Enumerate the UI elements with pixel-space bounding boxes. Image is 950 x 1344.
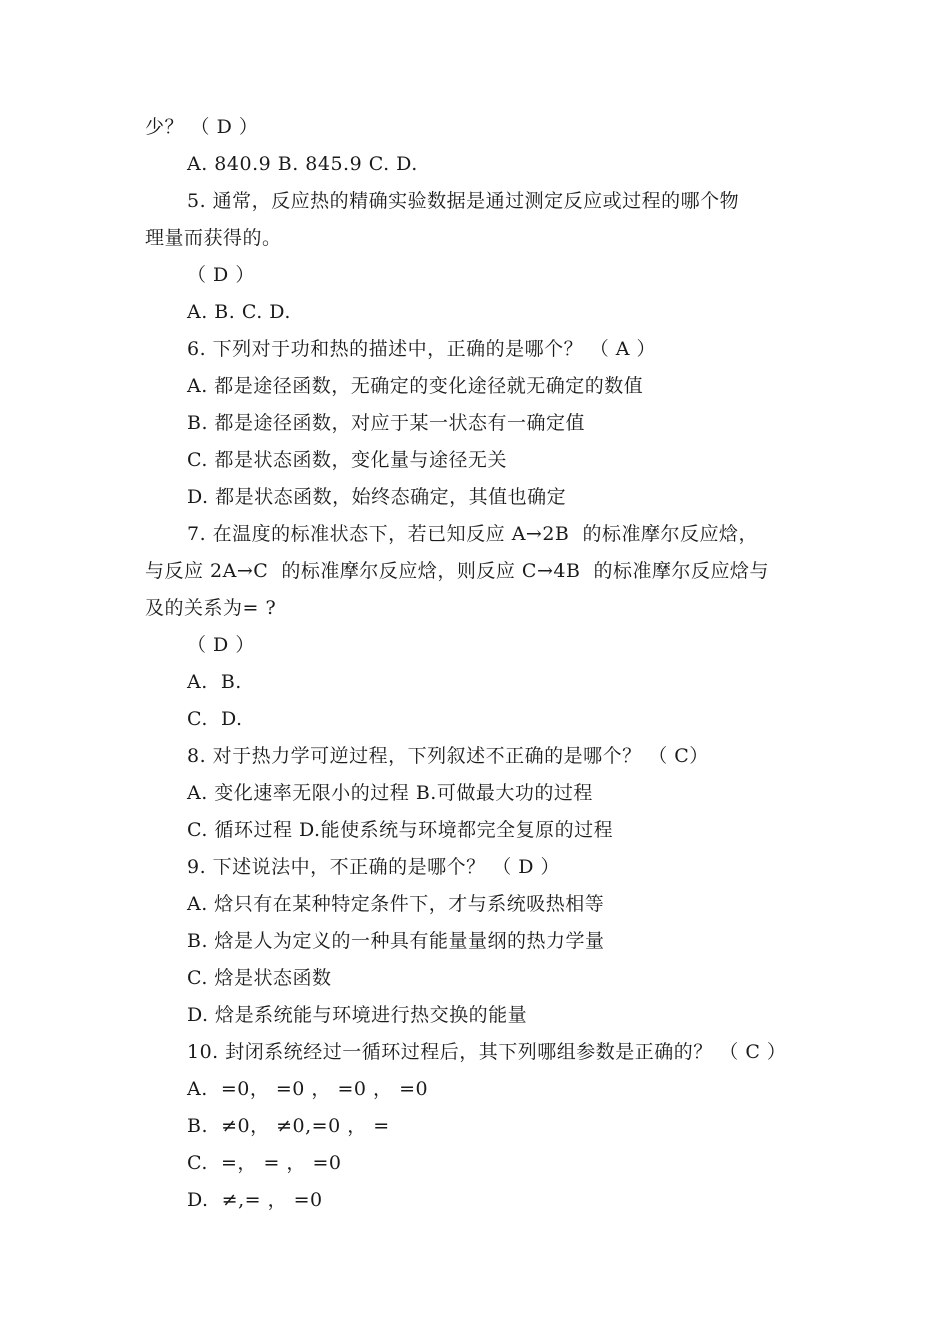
text-line: B. 焓是人为定义的一种具有能量量纲的热力学量 [187, 930, 605, 952]
text-line: 及的关系为= ? [145, 597, 277, 619]
document-body [145, 109, 825, 1219]
text-line: D. 都是状态函数，始终态确定，其值也确定 [187, 486, 567, 508]
text-line: C. D. [187, 708, 243, 730]
text-line: 理量而获得的。 [145, 227, 282, 249]
text-line: A. B. C. D. [187, 301, 291, 323]
text-line: C. =， = ， =0 [187, 1152, 342, 1174]
text-line: 8. 对于热力学可逆过程，下列叙述不正确的是哪个？ （ C） [187, 745, 709, 767]
text-line: C. 循环过程 D.能使系统与环境都完全复原的过程 [187, 819, 614, 841]
text-line: C. 焓是状态函数 [187, 967, 332, 989]
text-line: 7. 在温度的标准状态下，若已知反应 A→2B 的标准摩尔反应焓， [187, 523, 758, 545]
text-line: 9. 下述说法中，不正确的是哪个？ （ D ） [187, 856, 561, 878]
text-line: （ D ） [187, 264, 255, 286]
text-line: A. 都是途径函数，无确定的变化途径就无确定的数值 [187, 375, 644, 397]
text-line: A. B. [187, 671, 242, 693]
text-line: D. 焓是系统能与环境进行热交换的能量 [187, 1004, 528, 1026]
text-line: A. =0， =0 ， =0 ， =0 [187, 1078, 429, 1100]
text-line: C. 都是状态函数，变化量与途径无关 [187, 449, 507, 471]
text-line: 少？ （ D ） [145, 116, 259, 138]
text-line: 6. 下列对于功和热的描述中，正确的是哪个？ （ A ） [187, 338, 657, 360]
text-line: （ D ） [187, 634, 255, 656]
text-line: D. ≠,= ， =0 [187, 1189, 323, 1211]
text-line: B. 都是途径函数，对应于某一状态有一确定值 [187, 412, 586, 434]
text-line: A. 焓只有在某种特定条件下，才与系统吸热相等 [187, 893, 605, 915]
text-line: A. 840.9 B. 845.9 C. D. [187, 153, 418, 175]
text-line: B. ≠0， ≠0,=0 ， = [187, 1115, 390, 1137]
text-line: 10. 封闭系统经过一循环过程后，其下列哪组参数是正确的？ （ C ） [187, 1041, 787, 1063]
text-line: A. 变化速率无限小的过程 B.可做最大功的过程 [187, 782, 593, 804]
text-line: 与反应 2A→C 的标准摩尔反应焓，则反应 C→4B 的标准摩尔反应焓与 [145, 560, 770, 582]
text-line: 5. 通常，反应热的精确实验数据是通过测定反应或过程的哪个物 [187, 190, 740, 212]
